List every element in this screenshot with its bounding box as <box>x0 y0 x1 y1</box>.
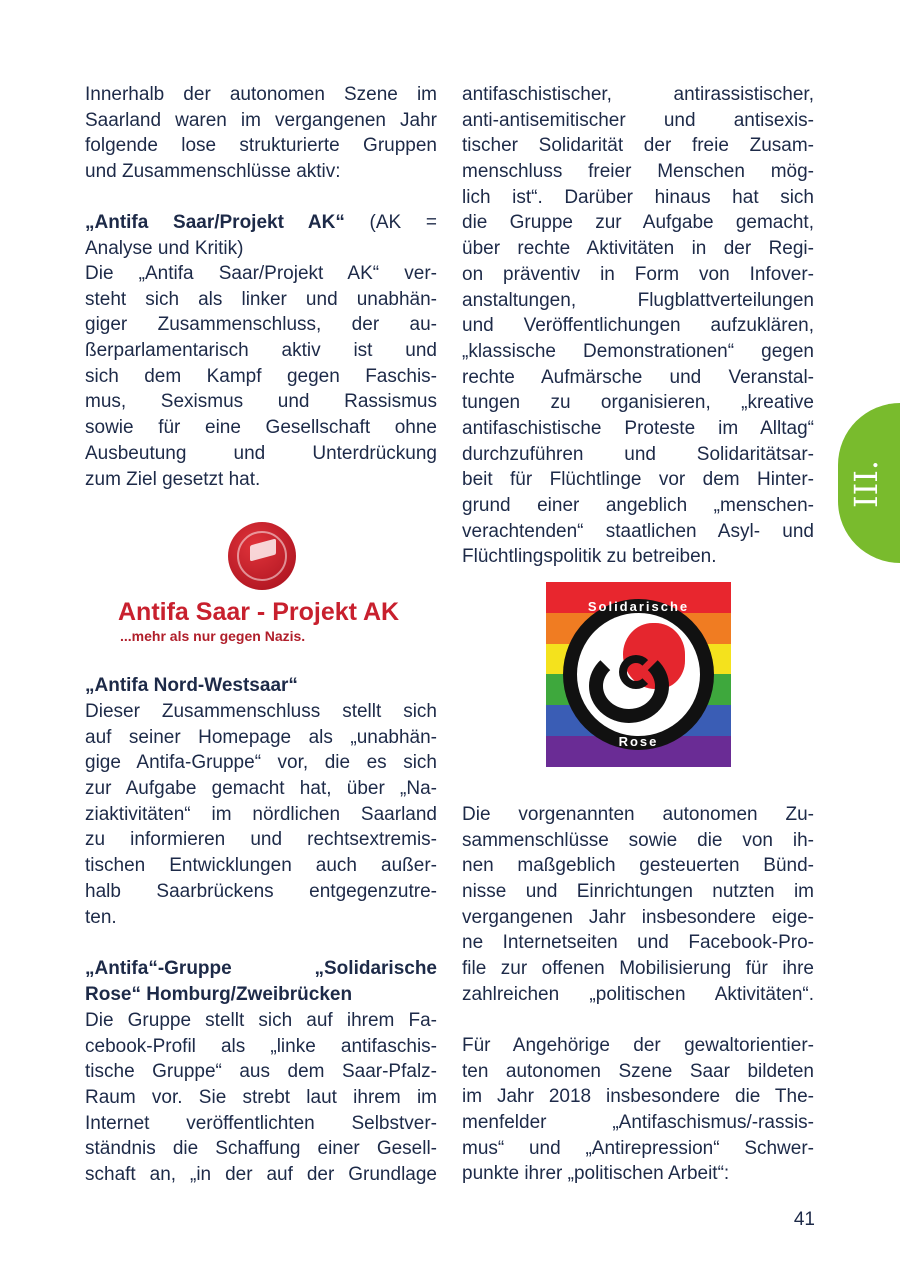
text-line: nen maßgeblich gesteuerten Bünd- <box>462 855 814 877</box>
text-line: file zur offenen Mobilisierung für ihre <box>462 958 814 980</box>
text-line: Flüchtlingspolitik zu betreiben. <box>462 546 717 568</box>
text-line: Ausbeutung und Unterdrückung <box>85 442 437 464</box>
text-line: und Veröffentlichungen aufzuklären, <box>462 315 814 337</box>
logo-title: Antifa Saar - Projekt AK <box>118 598 400 626</box>
text-line: anti-antisemitischer und antisexis- <box>462 109 814 131</box>
text-line: ten autonomen Szene Saar bildeten <box>462 1060 814 1082</box>
text-line: tische Gruppe“ aus dem Saar-Pfalz- <box>85 1061 437 1083</box>
text-line: mus, Sexismus und Rassismus <box>85 391 437 413</box>
text-line: auf seiner Homepage als „unabhän- <box>85 726 437 748</box>
text-line: die Gruppe zur Aufgabe gemacht, <box>462 212 814 234</box>
group1-heading <box>85 210 437 261</box>
text-line: zu informieren und rechtsextremis- <box>85 829 437 851</box>
group3-paragraph <box>85 1008 437 1188</box>
text-line: sich dem Kampf gegen Faschis- <box>85 365 437 387</box>
text-line: gige Antifa-Gruppe“ vor, die es sich <box>85 752 437 774</box>
text-line: anstaltungen, Flugblattverteilungen <box>462 289 814 311</box>
text-line: vergangenen Jahr insbesondere eige- <box>462 906 814 928</box>
chapter-number: III. <box>847 459 886 509</box>
text-line: folgende lose strukturierte Gruppen <box>85 135 437 157</box>
group1-heading-line2: Analyse und Kritik) <box>85 237 244 259</box>
antifa-flag-icon <box>228 522 296 590</box>
antifa-saar-logo <box>118 520 408 650</box>
text-line: menfelder „Antifaschismus/-rassis- <box>462 1112 814 1134</box>
text-line: nisse und Einrichtungen nutzten im <box>462 881 814 903</box>
text-line: lich ist“. Darüber hinaus hat sich <box>462 186 814 208</box>
text-line: über rechte Aktivitäten in der Regi- <box>462 238 814 260</box>
group1-heading-abbr: (AK = <box>344 212 437 233</box>
text-line: ßerparlamentarisch aktiv ist und <box>85 340 437 362</box>
text-line: Dieser Zusammenschluss stellt sich <box>85 701 437 722</box>
text-line: punkte ihrer „politischen Arbeit“: <box>462 1163 730 1185</box>
text-line: ziaktivitäten“ im nördlichen Saarland <box>85 803 437 825</box>
group3-heading <box>85 956 437 1007</box>
text-line: Rose“ Homburg/Zweibrücken <box>85 983 353 1005</box>
text-line: schaft an, „in der auf der Grundlage <box>85 1164 437 1186</box>
text-line: halb Saarbrückens entgegenzutre- <box>85 880 437 902</box>
text-line: sowie für eine Gesellschaft ohne <box>85 417 437 439</box>
para3 <box>462 1033 814 1187</box>
para2 <box>462 802 814 1008</box>
text-line: „klassische Demonstrationen“ gegen <box>462 340 814 362</box>
text-line: Die Gruppe stellt sich auf ihrem Fa- <box>85 1010 437 1031</box>
rose-bottom-text: Rose <box>618 734 659 749</box>
text-line: sammenschlüsse sowie die von ih- <box>462 829 814 851</box>
text-line: „Antifa“-Gruppe „Solidarische <box>85 958 437 979</box>
text-line: cebook-Profil als „linke antifaschis- <box>85 1035 437 1057</box>
text-line: ten. <box>85 906 117 928</box>
text-line: Saarland waren im vergangenen Jahr <box>85 109 437 131</box>
group1-paragraph <box>85 261 437 492</box>
text-line: Raum vor. Sie strebt laut ihrem im <box>85 1087 437 1109</box>
text-line: ne Internetseiten und Facebook-Pro- <box>462 932 814 954</box>
text-line: zum Ziel gesetzt hat. <box>85 468 261 490</box>
text-line: tischer Solidarität der freie Zusam- <box>462 135 814 157</box>
text-line: grund einer angeblich „menschen- <box>462 495 814 516</box>
text-line: menschluss freier Menschen mög- <box>462 161 814 183</box>
group1-heading-name: „Antifa Saar/Projekt AK“ <box>85 212 345 233</box>
text-line: antifaschistische Proteste im Alltag“ <box>462 417 814 439</box>
text-line: tischen Entwicklungen auch außer- <box>85 855 437 877</box>
text-line: Die vorgenannten autonomen Zu- <box>462 804 814 825</box>
rose-top-text: Solidarische <box>587 599 690 614</box>
group2-paragraph <box>85 699 437 930</box>
text-line: zahlreichen „politischen Aktivitäten“. <box>462 983 814 1005</box>
rose-icon <box>563 599 714 750</box>
text-line: ständnis die Schaffung einer Gesell- <box>85 1138 437 1160</box>
text-line: verachtenden“ staatlichen Asyl- und <box>462 520 814 542</box>
text-line: tungen zu organisieren, „kreative <box>462 392 814 414</box>
text-line: Die „Antifa Saar/Projekt AK“ ver- <box>85 263 437 284</box>
text-line: rechte Aufmärsche und Veranstal- <box>462 366 814 388</box>
text-line: im Jahr 2018 insbesondere die The- <box>462 1086 814 1108</box>
text-line: durchzuführen und Solidaritätsar- <box>462 443 814 465</box>
text-line: antifaschistischer, antirassistischer, <box>462 84 814 105</box>
text-line: Für Angehörige der gewaltorientier- <box>462 1035 814 1056</box>
text-line: on präventiv in Form von Infover- <box>462 263 814 285</box>
text-line: giger Zusammenschluss, der au- <box>85 314 437 336</box>
continuation-paragraph <box>462 82 814 570</box>
group2-heading <box>85 673 437 699</box>
text-line: „Antifa Nord-Westsaar“ <box>85 675 298 696</box>
text-line: zur Aufgabe gemacht hat, über „Na- <box>85 778 437 800</box>
text-line: Internet veröffentlichten Selbstver- <box>85 1112 437 1134</box>
text-line: steht sich als linker und unabhän- <box>85 288 437 310</box>
page-number: 41 <box>793 1209 815 1230</box>
text-line: und Zusammenschlüsse aktiv: <box>85 161 341 183</box>
text-line: mus“ und „Antirepression“ Schwer- <box>462 1137 814 1159</box>
solidarische-rose-logo <box>546 582 731 767</box>
text-line: beit für Flüchtlinge vor dem Hinter- <box>462 469 814 491</box>
chapter-tab <box>838 403 900 563</box>
intro-paragraph <box>85 82 437 185</box>
logo-subtitle: ...mehr als nur gegen Nazis. <box>120 628 306 644</box>
text-line: Innerhalb der autonomen Szene im <box>85 84 437 105</box>
